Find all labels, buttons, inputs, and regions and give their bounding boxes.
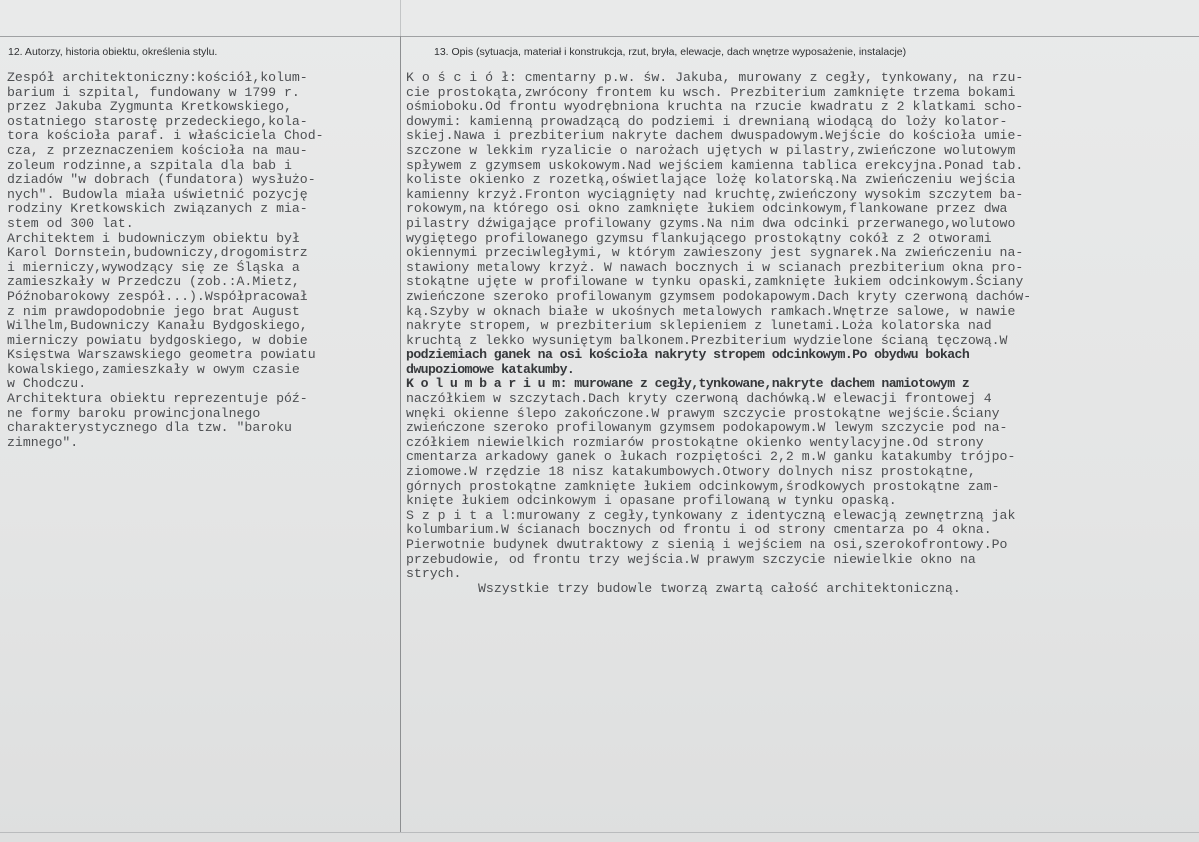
text-line: kruchtą z lekko wysuniętym balkonem.Prezbiterium wydzielone ścianą tęczową.W: [406, 332, 1008, 348]
text-line: mierniczy powiatu bydgoskiego, w dobie: [7, 332, 308, 348]
header-rule: [0, 36, 1199, 37]
text-line: charakterystycznego dla tzw. "baroku: [7, 420, 292, 436]
text-line: ne formy baroku prowincjonalnego: [7, 405, 261, 421]
text-line: dowymi: kamienną prowadzącą do podziemi i drewnianą wiodącą do loży kolator-: [406, 113, 1008, 129]
column-divider: [400, 36, 401, 832]
text-line: Wilhelm,Budowniczy Kanału Bydgoskiego,: [7, 318, 308, 334]
text-line: dziadów "w dobrach (fundatora) wysłużo-: [7, 172, 316, 188]
text-line: koliste okienko z rozetką,oświetlające lożę kolatorską.Na zwieńczeniu wejścia: [406, 172, 1016, 188]
text-line: pilastry dźwigające profilowany gzyms.Na nim dwa odcinki przerwanego,wolutowo: [406, 215, 1016, 231]
text-line: kowalskiego,zamieszkały w owym czasie: [7, 361, 300, 377]
text-line: K o l u m b a r i u m: murowane z cegły,tynkowane,nakryte dachem namiotowym z: [406, 376, 970, 392]
text-line: rodziny Kretkowskich związanych z mia-: [7, 201, 308, 217]
text-line: S z p i t a l:murowany z cegły,tynkowany z identyczną elewacją zewnętrzną jak: [406, 507, 1016, 523]
text-line: wnęki okienne ślepo zakończone.W prawym szczycie prostokątne wejście.Ściany: [406, 405, 1000, 421]
text-line: cie prostokąta,zwrócony frontem ku wsch. Prezbiterium zamknięte trzema bokami: [406, 84, 1016, 100]
description-text: [406, 71, 1166, 596]
text-line: stokątne ujęte w profilowane w tynku opaski,zamknięte łukiem odcinkowym.Ściany: [406, 274, 1024, 290]
text-line: okiennymi przeciwległymi, w którym zawieszony jest sygnarek.Na zwieńczeniu na-: [406, 245, 1024, 261]
text-line: Architektura obiektu reprezentuje póź-: [7, 391, 308, 407]
section-13-heading: 13. Opis (sytuacja, materiał i konstrukcja, rzut, bryła, elewacje, dach wnętrze wyposażenie, instalacje): [434, 46, 907, 58]
text-line: z nim prawdopodobnie jego brat August: [7, 303, 300, 319]
text-line: przez Jakuba Zygmunta Kretkowskiego,: [7, 99, 292, 115]
text-line: cza, z przeznaczeniem kościoła na mau-: [7, 142, 308, 158]
text-line: strych.: [406, 566, 462, 582]
text-line: naczółkiem w szczytach.Dach kryty czerwoną dachówką.W elewacji frontowej 4: [406, 391, 992, 407]
text-line: wygiętego profilowanego gzymsu flankującego prostokątny cokół z 2 otworami: [406, 230, 992, 246]
text-line: nakryte stropem, w prezbiterium sklepieniem z lunetami.Loża kolatorska nad: [406, 318, 992, 334]
text-line: stem od 300 lat.: [7, 215, 134, 231]
text-line: Wszystkie trzy budowle tworzą zwartą całość architektoniczną.: [478, 580, 961, 596]
text-line: kolumbarium.W ścianach bocznych od frontu i od strony cmentarza po 4 okna.: [406, 522, 992, 538]
column-divider-top: [400, 0, 401, 36]
text-line: ką.Szyby w oknach białe w ukośnych metalowych ramkach.Wnętrze salowe, w nawie: [406, 303, 1016, 319]
text-line: zamieszkały w Przedczu (zob.:A.Mietz,: [7, 274, 300, 290]
text-line: cmentarza arkadowy ganek o łukach rozpiętości 2,2 m.W ganku katakumby trójpo-: [406, 449, 1016, 465]
text-line: Karol Dornstein,budowniczy,drogomistrz: [7, 245, 308, 261]
text-line: zwieńczone szeroko profilowanym gzymsem podokapowym.Dach kryty czerwoną dachów-: [406, 288, 1032, 304]
text-line: podziemiach ganek na osi kościoła nakryty stropem odcinkowym.Po obydwu bokach: [406, 347, 970, 363]
text-line: szczone w lekkim ryzalicie o narożach ujętych w pilastry,zwieńczone wolutowym: [406, 142, 1016, 158]
text-line: kamienny krzyż.Fronton wyciągnięty nad kruchtę,zwieńczony wysokim szczytem ba-: [406, 186, 1024, 202]
text-line: górnych prostokątne zamknięte łukiem odcinkowym,środkowych prostokątne zam-: [406, 478, 1000, 494]
text-line: spływem z gzymsem uskokowym.Nad wejściem kamienna tablica erekcyjna.Ponad tab.: [406, 157, 1024, 173]
text-line: knięte łukiem odcinkowym i opasane profilowaną w tynku opaską.: [406, 493, 897, 509]
text-line: zoleum rodzinne,a szpitala dla bab i: [7, 157, 292, 173]
text-line: i mierniczy,wywodzący się ze Śląska a: [7, 259, 300, 275]
text-line: ostatniego starostę przedeckiego,kola-: [7, 113, 308, 129]
text-line: nych". Budowla miała uświetnić pozycję: [7, 186, 308, 202]
text-line: w Chodczu.: [7, 376, 87, 392]
text-line: Architektem i budowniczym obiektu był: [7, 230, 300, 246]
text-line: zimnego".: [7, 434, 79, 450]
text-line: K o ś c i ó ł: cmentarny p.w. św. Jakuba, murowany z cegły, tynkowany, na rzu-: [406, 70, 1024, 85]
text-line: dwupoziomowe katakumby.: [406, 361, 575, 377]
text-line: tora kościoła paraf. i właściciela Chod-: [7, 128, 324, 144]
text-line: stawiony metalowy krzyż. W nawach bocznych i w scianach prezbiterium okna pro-: [406, 259, 1024, 275]
text-line: Zespół architektoniczny:kościół,kolum-: [7, 70, 308, 85]
text-line: skiej.Nawa i prezbiterium nakryte dachem dwuspadowym.Wejście do kościoła umie-: [406, 128, 1024, 144]
section-12-heading: 12. Autorzy, historia obiektu, określenia stylu.: [8, 46, 218, 58]
text-line: Księstwa Warszawskiego geometra powiatu: [7, 347, 316, 363]
text-line: rokowym,na którego osi okno zamknięte łukiem odcinkowym,flankowane przez dwa: [406, 201, 1008, 217]
text-line: barium i szpital, fundowany w 1799 r.: [7, 84, 300, 100]
text-line: ziomowe.W rzędzie 18 nisz katakumbowych.Otwory dolnych nisz prostokątne,: [406, 464, 976, 480]
bottom-rule: [0, 832, 1199, 833]
text-line: Późnobarokowy zespół...).Współpracował: [7, 288, 308, 304]
text-line: ośmioboku.Od frontu wyodrębniona kruchta na rzucie kwadratu z 2 klatkami scho-: [406, 99, 1024, 115]
text-line: czółkiem niewielkich rozmiarów prostokątne okienko wentylacyjne.Od strony: [406, 434, 984, 450]
text-line: zwieńczone szeroko profilowanym gzymsem podokapowym.W lewym szczycie pod na-: [406, 420, 1008, 436]
authors-history-text: [7, 71, 393, 450]
text-line: Pierwotnie budynek dwutraktowy z sienią i wejściem na osi,szerokofrontowy.Po: [406, 537, 1008, 552]
text-line: przebudowie, od frontu trzy wejścia.W prawym szczycie niewielkie okno na: [406, 551, 976, 567]
